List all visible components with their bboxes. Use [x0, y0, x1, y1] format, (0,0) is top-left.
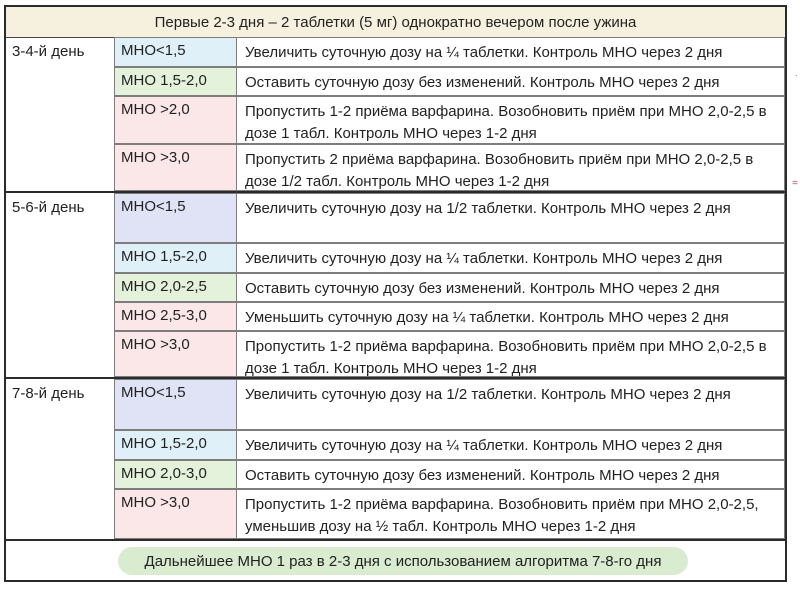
action-cell: Пропустить 1-2 приёма варфарина. Возобновить приём при МНО 2,0-2,5 в дозе 1 табл. Контроль МНО через 1-2 дня: [237, 331, 785, 377]
inr-cell: МНО<1,5: [114, 37, 237, 67]
inr-cell: МНО 2,0-2,5: [114, 273, 237, 302]
footer-note: [118, 547, 688, 575]
action-cell: Увеличить суточную дозу на 1/2 таблетки. Контроль МНО через 2 дня: [237, 379, 785, 430]
action-cell: Увеличить суточную дозу на ¼ таблетки. Контроль МНО через 2 дня: [237, 243, 785, 273]
footer-text: Дальнейшее МНО 1 раз в 2-3 дня с использованием алгоритма 7-8-го дня: [144, 552, 662, 570]
day-label: 7-8-й день: [12, 385, 85, 402]
inr-cell: МНО >3,0: [114, 489, 237, 539]
edge-artifact: =: [792, 178, 798, 189]
inr-cell: МНО<1,5: [114, 379, 237, 430]
section-day-3-4: [6, 37, 785, 191]
edge-artifact: ·: [794, 70, 798, 81]
action-cell: Увеличить суточную дозу на ¼ таблетки. Контроль МНО через 2 дня: [237, 430, 785, 460]
inr-cell: МНО 1,5-2,0: [114, 243, 237, 273]
inr-cell: МНО >3,0: [114, 144, 237, 191]
action-cell: Оставить суточную дозу без изменений. Контроль МНО через 2 дня: [237, 273, 785, 302]
section-day-7-8: [6, 379, 785, 539]
action-cell: Пропустить 1-2 приёма варфарина. Возобновить приём при МНО 2,0-2,5 в дозе 1 табл. Контроль МНО через 1-2 дня: [237, 96, 785, 144]
action-cell: Увеличить суточную дозу на 1/2 таблетки. Контроль МНО через 2 дня: [237, 193, 785, 243]
header-text: Первые 2-3 дня – 2 таблетки (5 мг) однократно вечером после ужина: [154, 13, 637, 31]
action-cell: Пропустить 2 приёма варфарина. Возобновить приём при МНО 2,0-2,5 в дозе 1/2 табл. Контроль МНО через 1-2 дня: [237, 144, 785, 191]
day-label: 3-4-й день: [12, 43, 85, 60]
table-footer: [6, 539, 785, 582]
action-cell: Увеличить суточную дозу на ¼ таблетки. Контроль МНО через 2 дня: [237, 37, 785, 67]
action-cell: Пропустить 1-2 приёма варфарина. Возобновить приём при МНО 2,0-2,5, уменьшив дозу на ½ табл. Контроль МНО через 1-2 дня: [237, 489, 785, 539]
inr-cell: МНО 2,0-3,0: [114, 460, 237, 489]
inr-cell: МНО 1,5-2,0: [114, 430, 237, 460]
inr-cell: МНО >2,0: [114, 96, 237, 144]
action-cell: Оставить суточную дозу без изменений. Контроль МНО через 2 дня: [237, 67, 785, 96]
day-label: 5-6-й день: [12, 199, 85, 216]
section-day-5-6: [6, 193, 785, 377]
inr-cell: МНО 2,5-3,0: [114, 302, 237, 331]
action-cell: Оставить суточную дозу без изменений. Контроль МНО через 2 дня: [237, 460, 785, 489]
inr-cell: МНО >3,0: [114, 331, 237, 377]
inr-cell: МНО 1,5-2,0: [114, 67, 237, 96]
inr-cell: МНО<1,5: [114, 193, 237, 243]
action-cell: Уменьшить суточную дозу на ¼ таблетки. Контроль МНО через 2 дня: [237, 302, 785, 331]
table-header: [6, 7, 785, 38]
dosing-table: [4, 5, 787, 582]
